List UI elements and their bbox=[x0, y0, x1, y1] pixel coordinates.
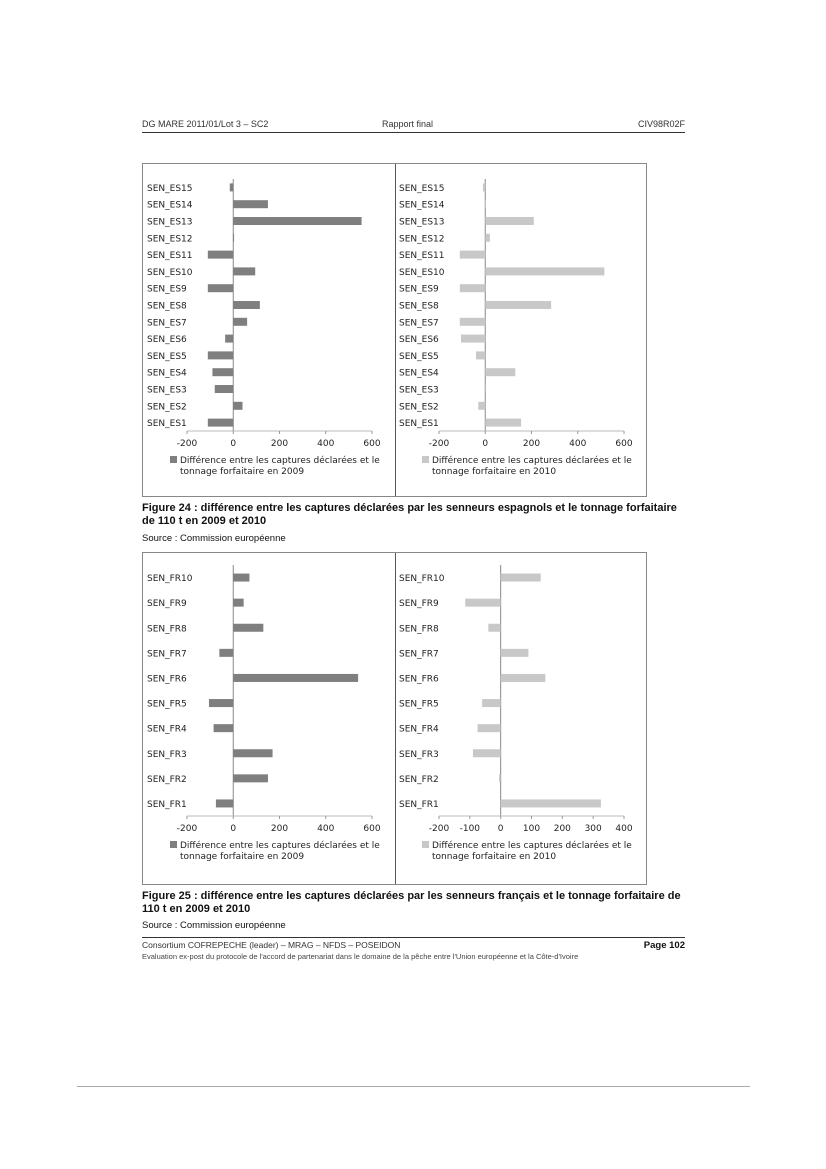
bar bbox=[219, 649, 233, 657]
bar bbox=[460, 284, 485, 292]
bar bbox=[478, 402, 485, 410]
category-label: SEN_ES2 bbox=[147, 402, 187, 413]
bar bbox=[485, 217, 534, 225]
bar bbox=[461, 335, 485, 343]
category-label: SEN_ES3 bbox=[399, 385, 439, 396]
x-tick-label: 400 bbox=[317, 439, 335, 449]
x-tick-label: 400 bbox=[317, 824, 335, 834]
x-tick-label: -200 bbox=[176, 824, 198, 834]
bar bbox=[208, 251, 233, 259]
figure-24-source: Source : Commission européenne bbox=[142, 533, 286, 544]
figure-24-caption: Figure 24 : différence entre les captures déclarées par les senneurs espagnols et le tonnage forfaitaire de 110 t en 2009 et 2010 bbox=[142, 502, 677, 527]
bar bbox=[209, 699, 233, 707]
category-label: SEN_ES3 bbox=[147, 385, 187, 396]
x-tick-label: 600 bbox=[363, 439, 381, 449]
category-label: SEN_FR8 bbox=[147, 624, 187, 635]
bar bbox=[478, 724, 501, 732]
legend-label-cont: tonnage forfaitaire en 2010 bbox=[432, 467, 557, 477]
bar bbox=[485, 200, 486, 208]
legend-label-cont: tonnage forfaitaire en 2009 bbox=[180, 467, 305, 477]
category-label: SEN_ES9 bbox=[399, 284, 439, 295]
category-label: SEN_ES10 bbox=[399, 267, 445, 278]
header-center: Rapport final bbox=[382, 119, 434, 129]
category-label: SEN_ES12 bbox=[147, 234, 193, 245]
category-label: SEN_ES15 bbox=[399, 183, 445, 194]
bar bbox=[233, 574, 249, 582]
bar bbox=[233, 267, 255, 275]
category-label: SEN_ES9 bbox=[147, 284, 187, 295]
category-label: SEN_ES11 bbox=[399, 251, 445, 262]
page-number: Page 102 bbox=[643, 940, 685, 951]
category-label: SEN_ES1 bbox=[147, 419, 187, 430]
footer-consortium: Consortium COFREPECHE (leader) – MRAG – NFDS – POSEIDON bbox=[142, 940, 401, 950]
x-tick-label: -100 bbox=[459, 824, 481, 834]
category-label: SEN_FR10 bbox=[147, 574, 193, 585]
x-tick-label: 200 bbox=[270, 439, 289, 449]
bar bbox=[233, 217, 361, 225]
category-label: SEN_ES11 bbox=[147, 251, 193, 262]
category-label: SEN_FR2 bbox=[399, 774, 439, 785]
chart-2 bbox=[147, 565, 381, 862]
category-label: SEN_ES1 bbox=[399, 419, 439, 430]
category-label: SEN_ES4 bbox=[147, 368, 187, 379]
category-label: SEN_FR6 bbox=[147, 674, 187, 685]
category-label: SEN_ES4 bbox=[399, 368, 439, 379]
x-tick-label: 300 bbox=[584, 824, 602, 834]
category-label: SEN_ES7 bbox=[147, 318, 187, 329]
bar bbox=[485, 368, 515, 376]
legend-label: Différence entre les captures déclarées et le bbox=[432, 456, 632, 466]
bar bbox=[476, 351, 485, 359]
chart-3 bbox=[399, 565, 633, 862]
bar bbox=[501, 574, 541, 582]
figure-25-frame bbox=[142, 552, 647, 885]
bar bbox=[233, 234, 234, 242]
legend-swatch bbox=[170, 456, 177, 463]
page-header bbox=[142, 118, 685, 133]
bar bbox=[233, 301, 260, 309]
bar bbox=[501, 799, 601, 807]
bar bbox=[485, 301, 551, 309]
figure-25-caption: Figure 25 : différence entre les captures déclarées par les senneurs français et le tonnage forfaitaire de 110 t en 2009 et 2010 bbox=[142, 890, 681, 915]
bar bbox=[485, 419, 521, 427]
category-label: SEN_ES12 bbox=[399, 234, 445, 245]
legend-swatch bbox=[422, 456, 429, 463]
category-label: SEN_ES7 bbox=[399, 318, 439, 329]
category-label: SEN_FR8 bbox=[399, 624, 439, 635]
bar bbox=[215, 385, 234, 393]
bar bbox=[485, 267, 604, 275]
category-label: SEN_FR2 bbox=[147, 774, 187, 785]
bar bbox=[501, 649, 529, 657]
legend-label: Différence entre les captures déclarées et le bbox=[180, 456, 380, 466]
category-label: SEN_FR4 bbox=[399, 724, 439, 735]
figure-25-source: Source : Commission européenne bbox=[142, 920, 286, 931]
category-label: SEN_FR9 bbox=[147, 599, 187, 610]
category-label: SEN_FR10 bbox=[399, 574, 445, 585]
category-label: SEN_ES8 bbox=[147, 301, 187, 312]
footer-subtitle: Evaluation ex-post du protocole de l'accord de partenariat dans le domaine de la pêche entre l'Union européenne et la Côte-d'Ivoire bbox=[142, 952, 579, 961]
category-label: SEN_ES6 bbox=[399, 335, 439, 346]
bar bbox=[233, 674, 358, 682]
category-label: SEN_FR5 bbox=[399, 699, 439, 710]
bar bbox=[485, 234, 490, 242]
bar bbox=[233, 402, 242, 410]
bar bbox=[488, 624, 500, 632]
bar bbox=[483, 183, 485, 191]
legend-label-cont: tonnage forfaitaire en 2010 bbox=[432, 852, 557, 862]
legend-label-cont: tonnage forfaitaire en 2009 bbox=[180, 852, 305, 862]
x-tick-label: -200 bbox=[428, 439, 450, 449]
bar bbox=[208, 351, 233, 359]
x-tick-label: 0 bbox=[230, 439, 237, 449]
category-label: SEN_FR3 bbox=[399, 749, 439, 760]
x-tick-label: 400 bbox=[569, 439, 587, 449]
figure-25-charts bbox=[143, 553, 646, 884]
category-label: SEN_FR1 bbox=[399, 799, 439, 810]
category-label: SEN_FR1 bbox=[147, 799, 187, 810]
bar bbox=[485, 385, 486, 393]
category-label: SEN_ES8 bbox=[399, 301, 439, 312]
x-tick-label: 0 bbox=[497, 824, 504, 834]
bar bbox=[482, 699, 501, 707]
bar bbox=[216, 799, 233, 807]
bottom-rule bbox=[77, 1086, 750, 1087]
bar bbox=[214, 724, 234, 732]
bar bbox=[233, 200, 268, 208]
bar bbox=[460, 318, 485, 326]
bar bbox=[212, 368, 233, 376]
chart-1 bbox=[399, 179, 633, 477]
x-tick-label: 200 bbox=[522, 439, 541, 449]
bar bbox=[233, 749, 272, 757]
legend-label: Différence entre les captures déclarées et le bbox=[432, 841, 632, 851]
bar bbox=[460, 251, 485, 259]
x-tick-label: 600 bbox=[615, 439, 633, 449]
x-tick-label: -200 bbox=[428, 824, 450, 834]
bar bbox=[208, 419, 233, 427]
legend-swatch bbox=[422, 841, 429, 848]
category-label: SEN_ES14 bbox=[147, 200, 193, 211]
header-left: DG MARE 2011/01/Lot 3 – SC2 bbox=[142, 119, 269, 129]
category-label: SEN_FR7 bbox=[399, 649, 439, 660]
x-tick-label: 400 bbox=[615, 824, 633, 834]
legend-swatch bbox=[170, 841, 177, 848]
category-label: SEN_ES10 bbox=[147, 267, 193, 278]
x-tick-label: -200 bbox=[176, 439, 198, 449]
bar bbox=[233, 318, 247, 326]
bar bbox=[233, 774, 268, 782]
category-label: SEN_ES15 bbox=[147, 183, 193, 194]
chart-0 bbox=[147, 179, 381, 477]
bar bbox=[233, 599, 243, 607]
x-tick-label: 0 bbox=[482, 439, 489, 449]
category-label: SEN_ES6 bbox=[147, 335, 187, 346]
x-tick-label: 0 bbox=[230, 824, 237, 834]
legend-label: Différence entre les captures déclarées et le bbox=[180, 841, 380, 851]
x-tick-label: 100 bbox=[522, 824, 541, 834]
page-footer bbox=[142, 937, 685, 961]
category-label: SEN_FR5 bbox=[147, 699, 187, 710]
bar bbox=[499, 774, 501, 782]
bar bbox=[465, 599, 500, 607]
category-label: SEN_FR9 bbox=[399, 599, 439, 610]
bar bbox=[233, 624, 263, 632]
x-tick-label: 200 bbox=[270, 824, 289, 834]
category-label: SEN_ES2 bbox=[399, 402, 439, 413]
category-label: SEN_ES5 bbox=[399, 351, 439, 362]
header-right: CIV98R02F bbox=[637, 119, 685, 129]
category-label: SEN_FR6 bbox=[399, 674, 439, 685]
category-label: SEN_ES13 bbox=[147, 217, 193, 228]
category-label: SEN_FR3 bbox=[147, 749, 187, 760]
x-tick-label: 200 bbox=[553, 824, 571, 834]
x-tick-label: 600 bbox=[363, 824, 381, 834]
bar bbox=[501, 674, 546, 682]
category-label: SEN_ES5 bbox=[147, 351, 187, 362]
bar bbox=[208, 284, 233, 292]
category-label: SEN_ES13 bbox=[399, 217, 445, 228]
category-label: SEN_FR7 bbox=[147, 649, 187, 660]
bar bbox=[473, 749, 501, 757]
bar bbox=[230, 183, 233, 191]
category-label: SEN_FR4 bbox=[147, 724, 187, 735]
figure-24-frame bbox=[142, 163, 647, 497]
bar bbox=[225, 335, 233, 343]
category-label: SEN_ES14 bbox=[399, 200, 445, 211]
figure-24-charts bbox=[143, 164, 646, 496]
